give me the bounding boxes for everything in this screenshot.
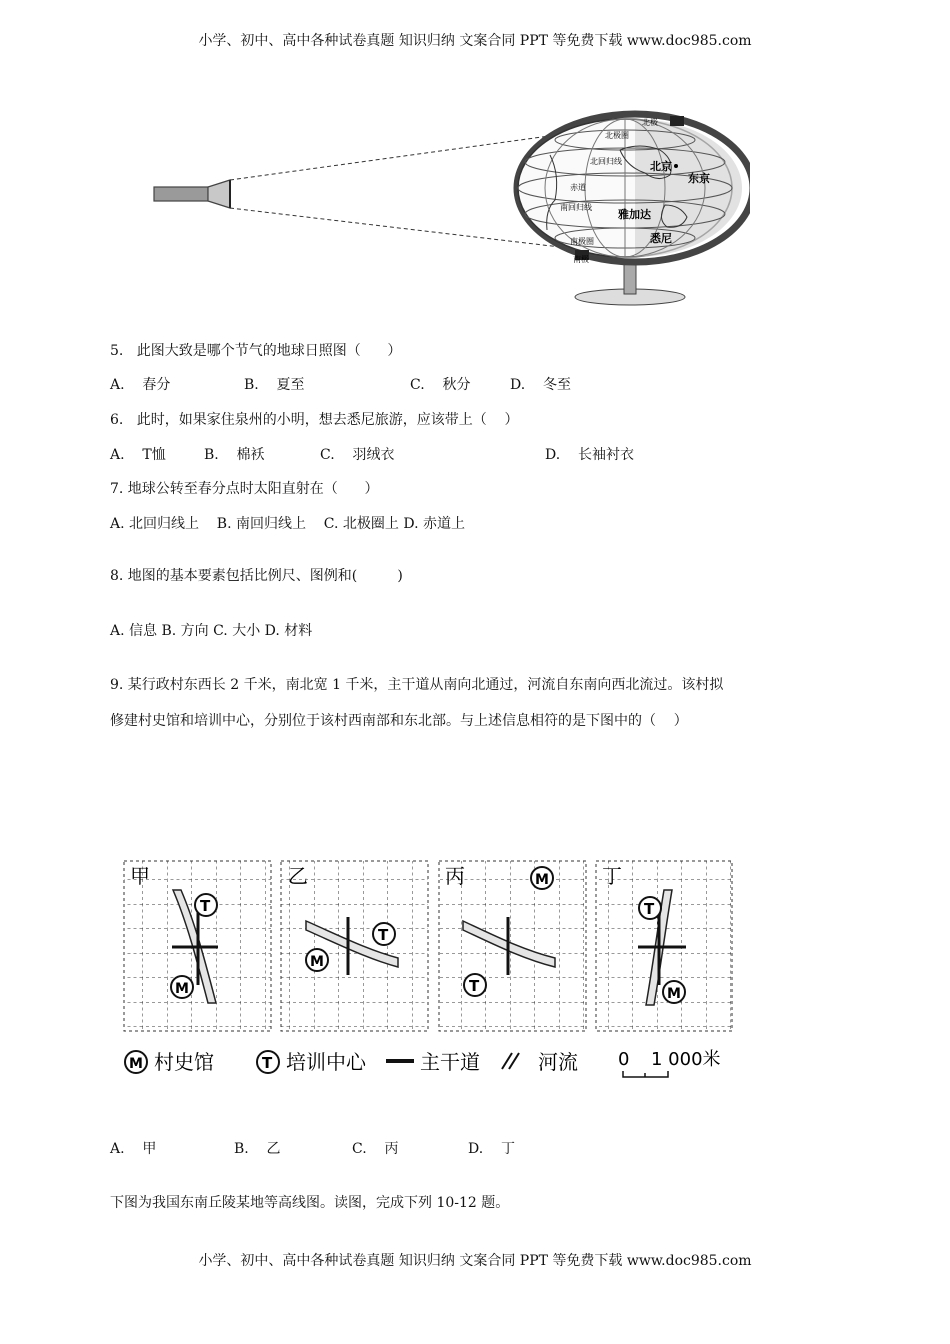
antarctic-circle-label: 南极圈 [570,237,594,246]
q5-option-b: B. 夏至 [244,377,305,393]
tropic-cancer-label: 北回归线 [590,157,622,166]
panel-label-bing: 丙 [445,864,465,888]
q7-stem: 7. 地球公转至春分点时太阳直射在（ ） [110,481,379,497]
q6-option-d: D. 长袖衬衣 [545,447,634,463]
museum-marker: M [667,986,681,1002]
equator-label: 赤道 [570,183,586,192]
sydney-label: 悉尼 [650,232,672,245]
panel-label-jia: 甲 [130,864,150,888]
q7-options: A. 北回归线上 B. 南回归线上 C. 北极圈上 D. 赤道上 [110,516,465,532]
legend-river-icon [502,1053,519,1069]
beijing-label: 北京 [650,160,672,173]
panel-label-yi: 乙 [288,864,308,888]
q8-stem: 8. 地图的基本要素包括比例尺、图例和( ) [110,568,403,584]
legend-road-label: 主干道 [420,1050,480,1074]
q9-stem-line1: 9. 某行政村东西长 2 千米，南北宽 1 千米，主干道从南向北通过，河流自东南向西北流过。该村拟 [110,677,724,693]
q9-option-a: A. 甲 [110,1141,157,1157]
q6-stem: 6. 此时，如果家住泉州的小明，想去悉尼旅游，应该带上（ ） [110,412,519,428]
training-center-marker: T [644,900,655,918]
legend-museum-icon: M [129,1056,143,1072]
q10-12-intro: 下图为我国东南丘陵某地等高线图。读图，完成下列 10-12 题。 [110,1195,510,1211]
q8-options: A. 信息 B. 方向 C. 大小 D. 材料 [110,623,313,639]
village-maps [118,855,738,1090]
q9-stem-line2: 修建村史馆和培训中心，分别位于该村西南部和东北部。与上述信息相符的是下图中的（ ） [110,713,688,729]
training-center-marker: T [378,926,389,944]
arctic-circle-label: 北极圈 [605,131,629,140]
museum-marker: M [535,872,549,888]
training-center-marker: T [469,977,480,995]
map-panel-ding [596,861,732,1031]
south-pole-label: 南极 [573,255,589,264]
north-pole-label: 北极 [642,118,658,127]
map-legend [125,1049,721,1077]
q6-option-b: B. 棉袄 [204,447,265,463]
page-header: 小学、初中、高中各种试卷真题 知识归纳 文案合同 PPT 等免费下载 www.doc985.com [198,33,752,49]
q5-option-a: A. 春分 [110,377,171,393]
q6-option-a: A. T恤 [110,447,166,463]
training-center-marker: T [200,897,211,915]
legend-river-label: 河流 [538,1050,578,1074]
map-panel-bing [439,861,586,1031]
q5-option-d: D. 冬至 [510,377,571,393]
scale-value: 1 000米 [651,1049,721,1070]
q5-stem: 5. 此图大致是哪个节气的地球日照图（ ） [110,343,402,359]
legend-training-icon: T [262,1054,273,1072]
scale-bar [623,1071,668,1077]
q6-option-c: C. 羽绒衣 [320,447,395,463]
museum-marker: M [310,954,324,970]
globe-illustration [150,110,750,310]
scale-zero: 0 [618,1049,630,1070]
legend-training-label: 培训中心 [286,1050,366,1074]
q9-option-b: B. 乙 [234,1141,281,1157]
museum-marker: M [175,981,189,997]
map-panel-jia [124,861,271,1031]
page-footer: 小学、初中、高中各种试卷真题 知识归纳 文案合同 PPT 等免费下载 www.doc985.com [198,1253,752,1269]
q5-option-c: C. 秋分 [410,377,471,393]
panel-label-ding: 丁 [602,864,622,888]
jakarta-label: 雅加达 [618,208,651,221]
tropic-capricorn-label: 南回归线 [560,203,592,212]
legend-museum-label: 村史馆 [154,1050,214,1074]
map-panel-yi [281,861,428,1031]
tokyo-label: 东京 [688,172,710,185]
q9-option-c: C. 丙 [352,1141,399,1157]
q9-option-d: D. 丁 [468,1141,515,1157]
